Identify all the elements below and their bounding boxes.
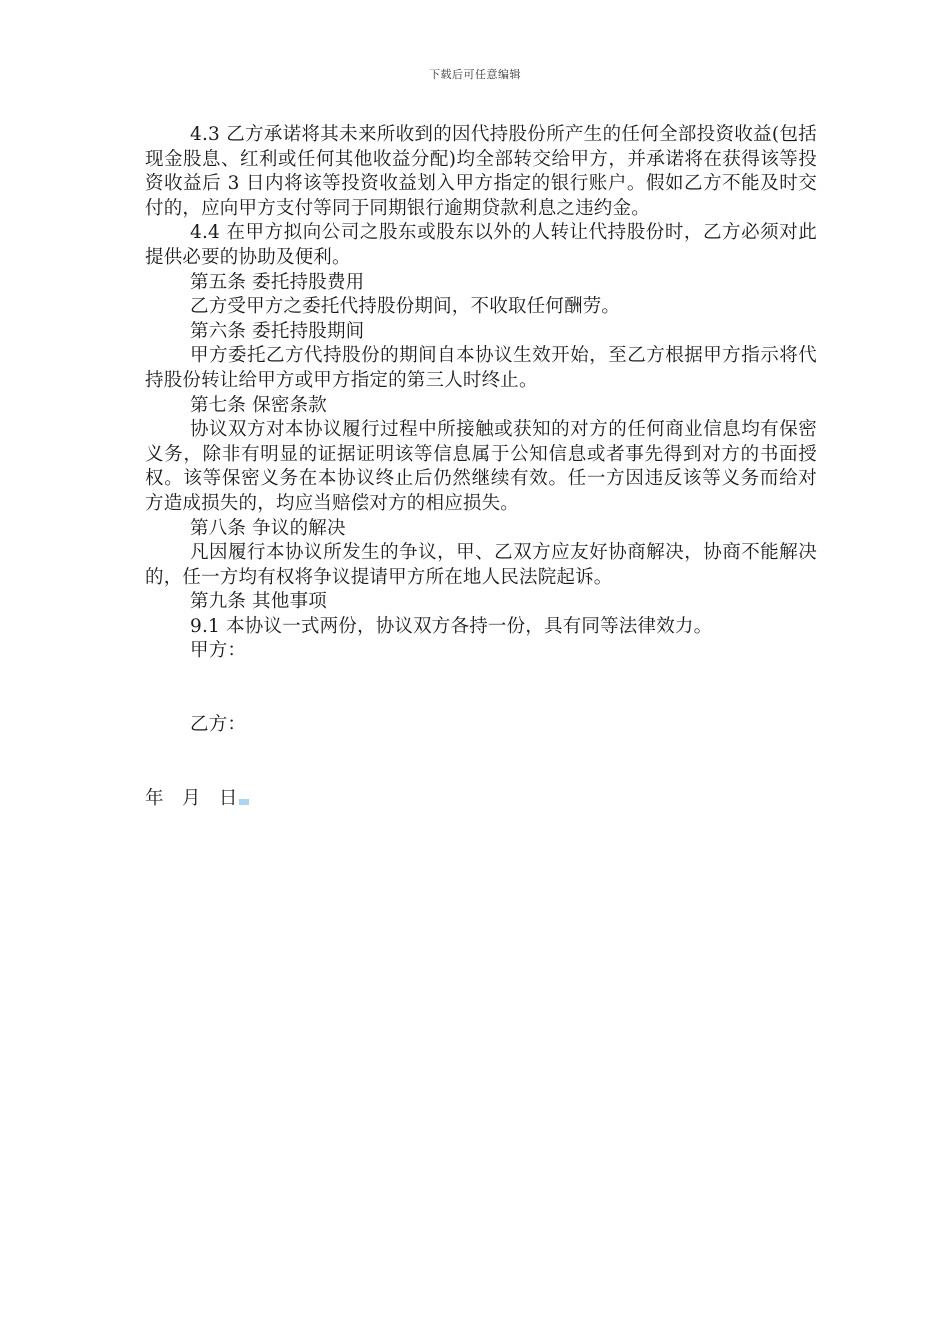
party-b-signature-label: 乙方： xyxy=(190,714,247,736)
text-cursor-icon xyxy=(239,799,249,805)
article-6-title: 第六条 委托持股期间 xyxy=(190,320,365,342)
date-line[interactable] xyxy=(145,787,817,812)
article-6-body: 甲方委托乙方代持股份的期间自本协议生效开始，至乙方根据甲方指示将代持股份转让给甲方或甲方指定的第三人时终止。 xyxy=(145,345,817,391)
article-8-title: 第八条 争议的解决 xyxy=(190,517,346,539)
article-7-title: 第七条 保密条款 xyxy=(190,394,327,416)
article-9-title: 第九条 其他事项 xyxy=(190,591,327,613)
page-header-note: 下载后可任意编辑 xyxy=(429,68,521,81)
party-a-signature-label: 甲方： xyxy=(190,640,247,662)
clause-4-4: 4.4 在甲方拟向公司之股东或股东以外的人转让代持股份时，乙方必须对此提供必要的协助及便利。 xyxy=(145,222,817,268)
article-7-body: 协议双方对本协议履行过程中所接触或获知的对方的任何商业信息均有保密义务，除非有明显的证据证明该等信息属于公知信息或者事先得到对方的书面授权。该等保密义务在本协议终止后仍然继续有效。任一方因违反该等义务而给对方造成损失的，均应当赔偿对方的相应损失。 xyxy=(145,419,817,514)
party-b-signature-space xyxy=(145,738,817,787)
clause-4-3: 4.3 乙方承诺将其未来所收到的因代持股份所产生的任何全部投资收益(包括现金股息、红利或任何其他收益分配)均全部转交给甲方，并承诺将在获得该等投资收益后 3 日内将该等投资收益划入甲方指定的银行账户。假如乙方不能及时交付的，应向甲方支付等同于同期银行逾期贷款利息之违约金。 xyxy=(145,124,817,219)
article-5-title: 第五条 委托持股费用 xyxy=(190,271,365,293)
document-body xyxy=(145,123,817,811)
party-a-signature-space xyxy=(145,664,817,713)
clause-9-1: 9.1 本协议一式两份，协议双方各持一份，具有同等法律效力。 xyxy=(190,615,713,637)
date-text: 年 月 日 xyxy=(145,787,238,809)
article-8-body: 凡因履行本协议所发生的争议，甲、乙双方应友好协商解决，协商不能解决的，任一方均有权将争议提请甲方所在地人民法院起诉。 xyxy=(145,542,817,588)
article-5-body: 乙方受甲方之委托代持股份期间，不收取任何酬劳。 xyxy=(190,296,621,318)
